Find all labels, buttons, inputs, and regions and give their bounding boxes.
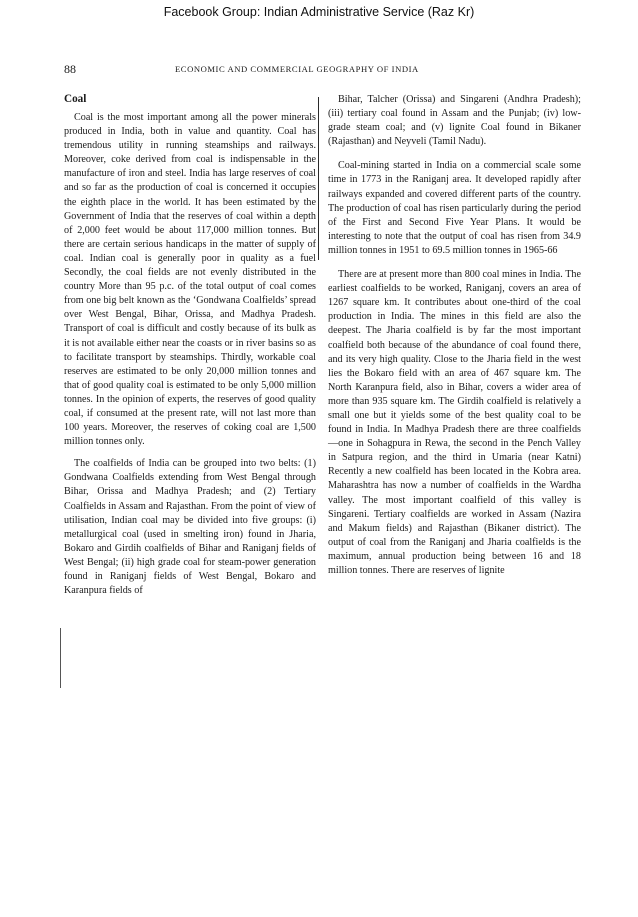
paragraph: There are at present more than 800 coal mines in India. The earliest coalfields to be worked, Raniganj, covers an area of 1267 square km. It contributes about one-third of the coal production in India. The mines in this field are also the deepest. The Jharia coalfield is by far the most important coalfield both because of the abundance of coal found there, and its very high quality. Close to the Jharia field in the west lies the Bokaro field with an area of 467 square km. The North Karanpura field, also in Bihar, covers a wider area of more than 935 square km. The Girdih coalfield is relatively a small one but it yields some of the best quality coal to be found in India. In Madhya Pradesh there are three coalfields—one in Sohagpura in Rewa, the second in the Pench Valley in Satpura region, and the third in Umaria (near Katni) Recently a new coalfield has been located in the Kobra area. Maharashtra has now a number of coalfields in the Wardha valley. The most important coalfield of this valley is Singareni. Tertiary coalfields are worked in Assam (Nazira and Makum fields) and Rajasthan (Bikaner district). The output of coal from the Raniganj and Jharia coalfields is the maximum, annual production being between 16 and 18 million tonnes. There are reserves of lignite bbox=[328, 269, 581, 576]
section-title: Coal bbox=[64, 93, 87, 105]
paragraph: Bihar, Talcher (Orissa) and Singareni (Andhra Pradesh); (iii) tertiary coal found in Assam and the Punjab; (iv) low-grade steam coal; and (v) lignite Coal found in Bikaner (Rajasthan) and Neyveli (Tamil Nadu). bbox=[328, 94, 581, 148]
right-column bbox=[328, 93, 581, 588]
left-column bbox=[64, 93, 316, 606]
paragraph: Coal-mining started in India on a commercial scale some time in 1773 in the Raniganj area. It developed rapidly after railways expanded and covered different parts of the country. The production of coal has risen particularly during the period of the First and Second Five Year Plans. It would be interesting to note that the output of coal has risen from 34.9 million tonnes in 1951 to 69.5 million tonnes in 1965-66 bbox=[328, 160, 581, 256]
page-number: 88 bbox=[64, 62, 76, 76]
margin-mark bbox=[60, 628, 61, 688]
column-rule bbox=[318, 97, 319, 260]
paragraph: The coalfields of India can be grouped into two belts: (1) Gondwana Coalfields extending from West Bengal through Bihar, Orissa and Madhya Pradesh; and (2) Tertiary Coalfields in Assam and Rajasthan. From the point of view of utilisation, Indian coal may be divided into five groups: (i) metallurgical coal (used in smelting iron) found in Jharia, Bokaro and Girdih coalfields of Bihar and Raniganj fields of West Bengal; (ii) high grade coal for steam-power generation found in Raniganj fields of West Bengal, Bokaro and Karanpura fields of bbox=[64, 458, 316, 597]
watermark-text: Facebook Group: Indian Administrative Service (Raz Kr) bbox=[163, 5, 475, 19]
paragraph: Coal is the most important among all the power minerals produced in India, both in value and quantity. Coal has tremendous utility in running steamships and railways. Moreover, coke derived from coal is indispensable in the manufacture of iron and steel. India has large reserves of coal and so far as the production of coal is concerned it occupies the eighth place in the world. It has been estimated by the Government of India that the reserves of coal within a depth of 2,000 feet would be about 117,000 million tonnes. But there are certain serious handicaps in the matter of supply of coal. Indian coal is generally poor in quality as a fuel Secondly, the coal fields are not evenly distributed in the country More than 95 p.c. of the total output of coal comes from one big belt known as the ‘Gondwana Coalfields’ spread over West Bengal, Bihar, Orissa, and Madhya Pradesh. Transport of coal is difficult and costly because of its bulk as it is not available either near the coasts or in river basins so as to facilitate transport by steamships. Thirdly, workable coal reserves are estimated to be only 20,000 million tonnes and that of good quality coal is estimated to be only 5,000 million tonnes. In the opinion of experts, the reserves of good quality coal, if consumed at the present rate, will not last more than 100 years. Moreover, the reserves of coking coal are 1,500 million tonnes only. bbox=[64, 112, 316, 448]
running-title: ECONOMIC AND COMMERCIAL GEOGRAPHY OF INDIA bbox=[175, 64, 419, 74]
